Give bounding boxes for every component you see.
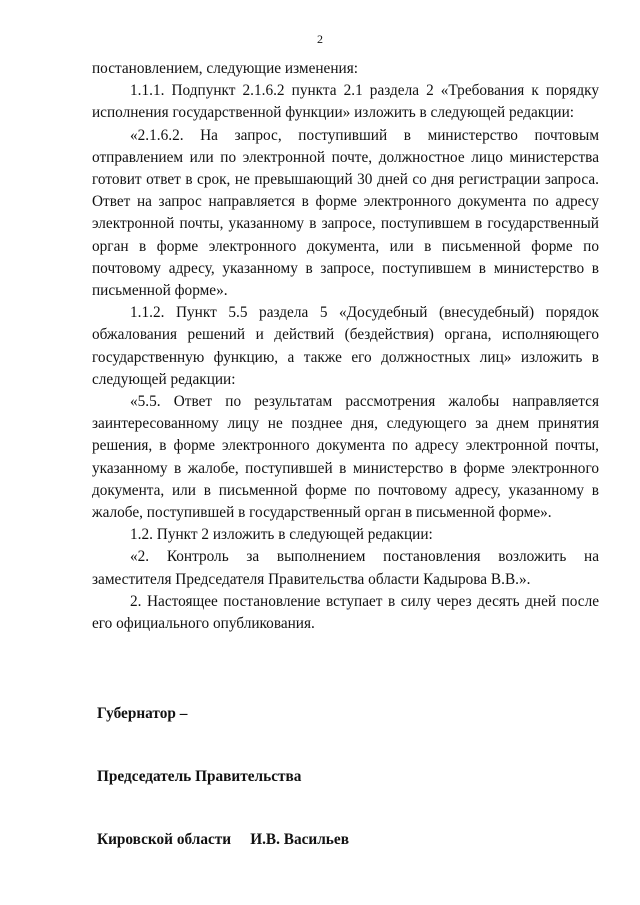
- paragraph-1-2: 1.2. Пункт 2 изложить в следующей редакции:: [130, 526, 433, 544]
- signature-block: [97, 661, 349, 871]
- signature-name-line: Кировской области И.В. Васильев: [97, 831, 349, 848]
- signature-title-line: Губернатор –: [97, 705, 188, 722]
- paragraph-5-5-quote: «5.5. Ответ по результатам рассмотрения жалобы направляется заинтересованному лицу не позднее дня, следующего за днем принятия решения, в форме электронного документа по адресу электронной почты, указанному в жалобе, поступившей в министерство в форме электронного документа, или в письменной форме по почтовому адресу, указанному в жалобе, поступившей в государственный орган в письменной форме».: [92, 393, 599, 522]
- paragraph-2-effective: 2. Настоящее постановление вступает в силу через десять дней после его официального опубликования.: [92, 592, 599, 633]
- paragraph-2-1-6-2-quote: «2.1.6.2. На запрос, поступивший в министерство почтовым отправлением или по электронной почте, должностное лицо министерства готовит ответ в срок, не превышающий 30 дней со дня регистрации запроса. Ответ на запрос направляется в форме электронного документа по адресу электронной почты, указанному в запросе, поступившем в государственный орган в форме электронного документа, или в письменной форме по почтовому адресу, указанному в запросе, поступившем в министерство в письменной форме».: [92, 126, 599, 300]
- paragraph-1-1-2: 1.1.2. Пункт 5.5 раздела 5 «Досудебный (внесудебный) порядок обжалования решений и действий (бездействия) органа, исполняющего государственную функцию, а также его должностных лиц» изложить в следующей редакции:: [92, 304, 599, 388]
- document-body: [92, 58, 599, 635]
- paragraph-1-1-1: 1.1.1. Подпункт 2.1.6.2 пункта 2.1 раздела 2 «Требования к порядку исполнения государственной функции» изложить в следующей редакции:: [92, 82, 599, 122]
- signature-position-line: Председатель Правительства: [97, 768, 302, 785]
- paragraph-intro: постановлением, следующие изменения:: [92, 60, 358, 77]
- paragraph-2-quote: «2. Контроль за выполнением постановления возложить на заместителя Председателя Правительства области Кадырова В.В.».: [92, 548, 599, 588]
- page-number: 2: [317, 32, 323, 46]
